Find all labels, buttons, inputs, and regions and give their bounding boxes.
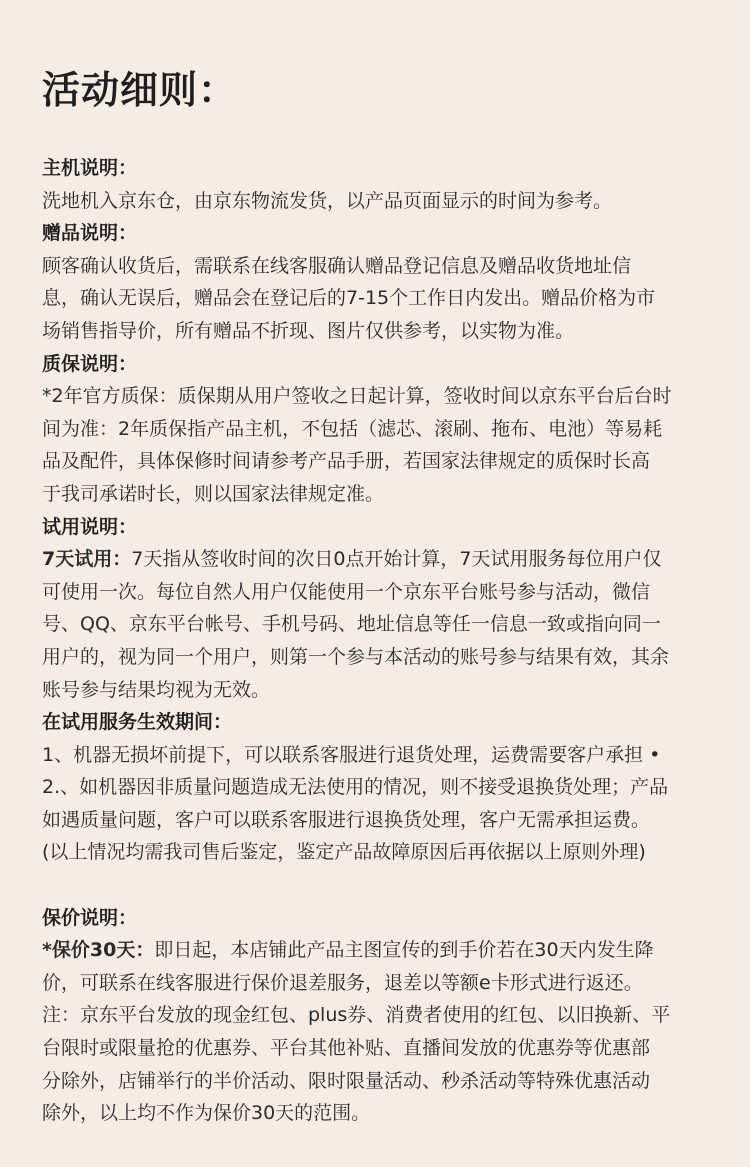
trial-line: 账号参与结果均视为无效。: [42, 678, 271, 701]
gift-line: 息，确认无误后，赠品会在登记后的7-15个工作日内发出。赠品价格为市: [42, 287, 656, 310]
trial-line: 用户的，视为同一个用户，则第一个参与本活动的账号参与结果有效，其余: [42, 645, 670, 668]
trial-line: 号、QQ、京东平台帐号、手机号码、地址信息等任一信息一致或指向同一: [42, 613, 661, 636]
trial-heading: 试用说明：: [42, 515, 138, 538]
trial-period-heading: 在试用服务生效期间：: [42, 711, 233, 734]
price-line: 注：京东平台发放的现金红包、plus券、消费者使用的红包、以旧换新、平: [42, 1004, 671, 1027]
price-line: 除外，以上均不作为保价30天的范围。: [42, 1102, 371, 1125]
price-lead-label: *保价30天：: [42, 939, 155, 962]
warranty-line: 间为准：2年质保指产品主机，不包括（滤芯、滚刷、拖布、电池）等易耗: [42, 417, 663, 440]
section-gap: [42, 869, 722, 902]
gift-heading: 赠品说明：: [42, 222, 138, 245]
page-title: 活动细则：: [42, 68, 238, 112]
trial-line: 可使用一次。每位自然人用户仅能使用一个京东平台账号参与活动，微信: [42, 580, 651, 603]
host-heading: 主机说明：: [42, 157, 138, 179]
price-heading: 保价说明：: [42, 906, 138, 929]
price-line: 分除外，店铺举行的半价活动、限时限量活动、秒杀活动等特殊优惠活动: [42, 1069, 651, 1092]
trial-lead-text: 7天指从签收时间的次日0点开始计算，7天试用服务每位用户仅: [131, 548, 662, 571]
price-line: 台限时或限量抢的优惠券、平台其他补贴、直播间发放的优惠券等优惠部: [42, 1037, 651, 1060]
trial-period-line: 如遇质量问题，客户可以联系客服进行退换货处理，客户无需承担运费。: [42, 808, 651, 831]
trial-period-line: (以上情况均需我司售后鉴定，鉴定产品故障原因后再依据以上原则外理): [42, 841, 646, 864]
gift-line: 场销售指导价，所有赠品不折现、图片仅供参考，以实物为准。: [42, 319, 575, 342]
warranty-line: 品及配件，具体保修时间请参考产品手册，若国家法律规定的质保时长高: [42, 450, 651, 473]
trial-lead-line: [42, 543, 722, 576]
trial-period-line: 1、机器无损坏前提下，可以联系客服进行退货处理，运费需要客户承担 •: [42, 743, 661, 766]
warranty-heading: 质保说明：: [42, 352, 138, 375]
gift-line: 顾客确认收货后，需联系在线客服确认赠品登记信息及赠品收货地址信: [42, 254, 632, 277]
warranty-line: *2年官方质保：质保期从用户签收之日起计算，签收时间以京东平台后台时: [42, 385, 672, 408]
host-line: 洗地机入京东仓，由京东物流发货，以产品页面显示的时间为参考。: [42, 189, 613, 212]
price-line: 价，可联系在线客服进行保价退差服务，退差以等额e卡形式进行返还。: [42, 971, 643, 994]
trial-period-line: 2.、如机器因非质量问题造成无法使用的情况，则不接受退换货处理；产品: [42, 776, 669, 799]
rules-content: [42, 152, 722, 1130]
trial-lead-label: 7天试用：: [42, 548, 132, 571]
warranty-line: 于我司承诺时长，则以国家法律规定准。: [42, 482, 385, 505]
price-lead-text: 即日起，本店铺此产品主图宣传的到手价若在30天内发生降: [154, 939, 654, 962]
price-lead-line: [42, 934, 722, 967]
